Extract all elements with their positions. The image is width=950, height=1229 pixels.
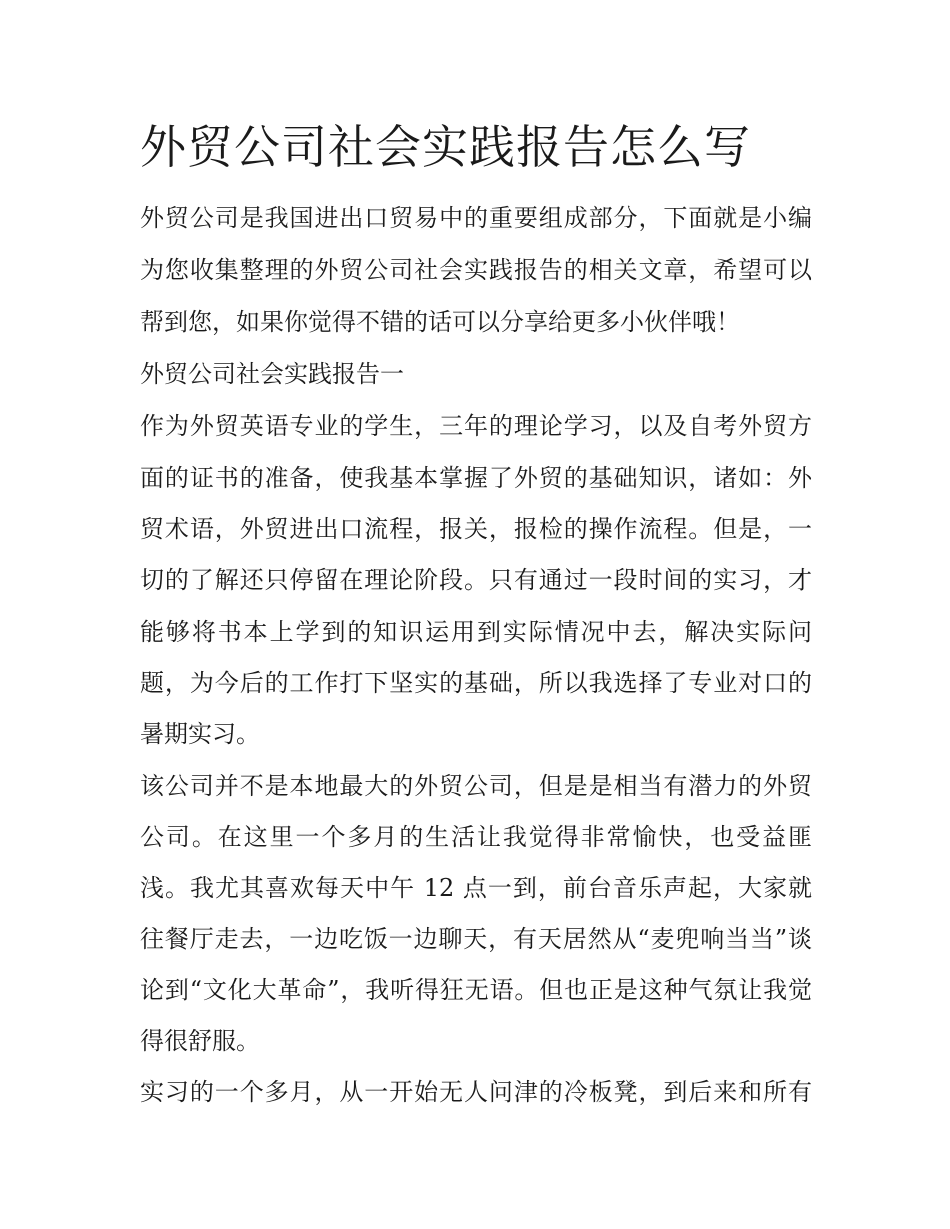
paragraph-line: 面的证书的准备，使我基本掌握了外贸的基础知识，诸如：外: [140, 464, 812, 492]
paragraph-line: 得很舒服。: [140, 1027, 260, 1055]
paragraph-line: 作为外贸英语专业的学生，三年的理论学习，以及自考外贸方: [140, 412, 812, 440]
document-title: 外贸公司社会实践报告怎么写: [140, 120, 751, 174]
paragraph-line: 题，为今后的工作打下坚实的基础，所以我选择了专业对口的: [140, 669, 812, 697]
section-heading: 外贸公司社会实践报告一: [140, 360, 404, 388]
paragraph-line: 切的了解还只停留在理论阶段。只有通过一段时间的实习，才: [140, 566, 812, 594]
paragraph-line: 论到“文化大革命”，我听得狂无语。但也正是这种气氛让我觉: [140, 976, 812, 1004]
paragraph-line: 能够将书本上学到的知识运用到实际情况中去，解决实际问: [140, 618, 812, 646]
paragraph-line: 该公司并不是本地最大的外贸公司，但是是相当有潜力的外贸: [140, 772, 812, 800]
paragraph-line: 为您收集整理的外贸公司社会实践报告的相关文章，希望可以: [140, 256, 812, 284]
paragraph-line: 暑期实习。: [140, 720, 260, 748]
paragraph-line: 公司。在这里一个多月的生活让我觉得非常愉快，也受益匪: [140, 823, 812, 851]
paragraph-line: 浅。我尤其喜欢每天中午 12 点一到，前台音乐声起，大家就: [140, 874, 812, 902]
paragraph-line: 往餐厅走去，一边吃饭一边聊天，有天居然从“麦兜响当当”谈: [140, 925, 812, 953]
paragraph-line: 贸术语，外贸进出口流程，报关，报检的操作流程。但是，一: [140, 515, 812, 543]
paragraph-line: 外贸公司是我国进出口贸易中的重要组成部分，下面就是小编: [140, 204, 812, 232]
paragraph-line: 实习的一个多月，从一开始无人问津的冷板凳，到后来和所有: [140, 1078, 812, 1106]
paragraph-line: 帮到您，如果你觉得不错的话可以分享给更多小伙伴哦！: [140, 308, 740, 336]
